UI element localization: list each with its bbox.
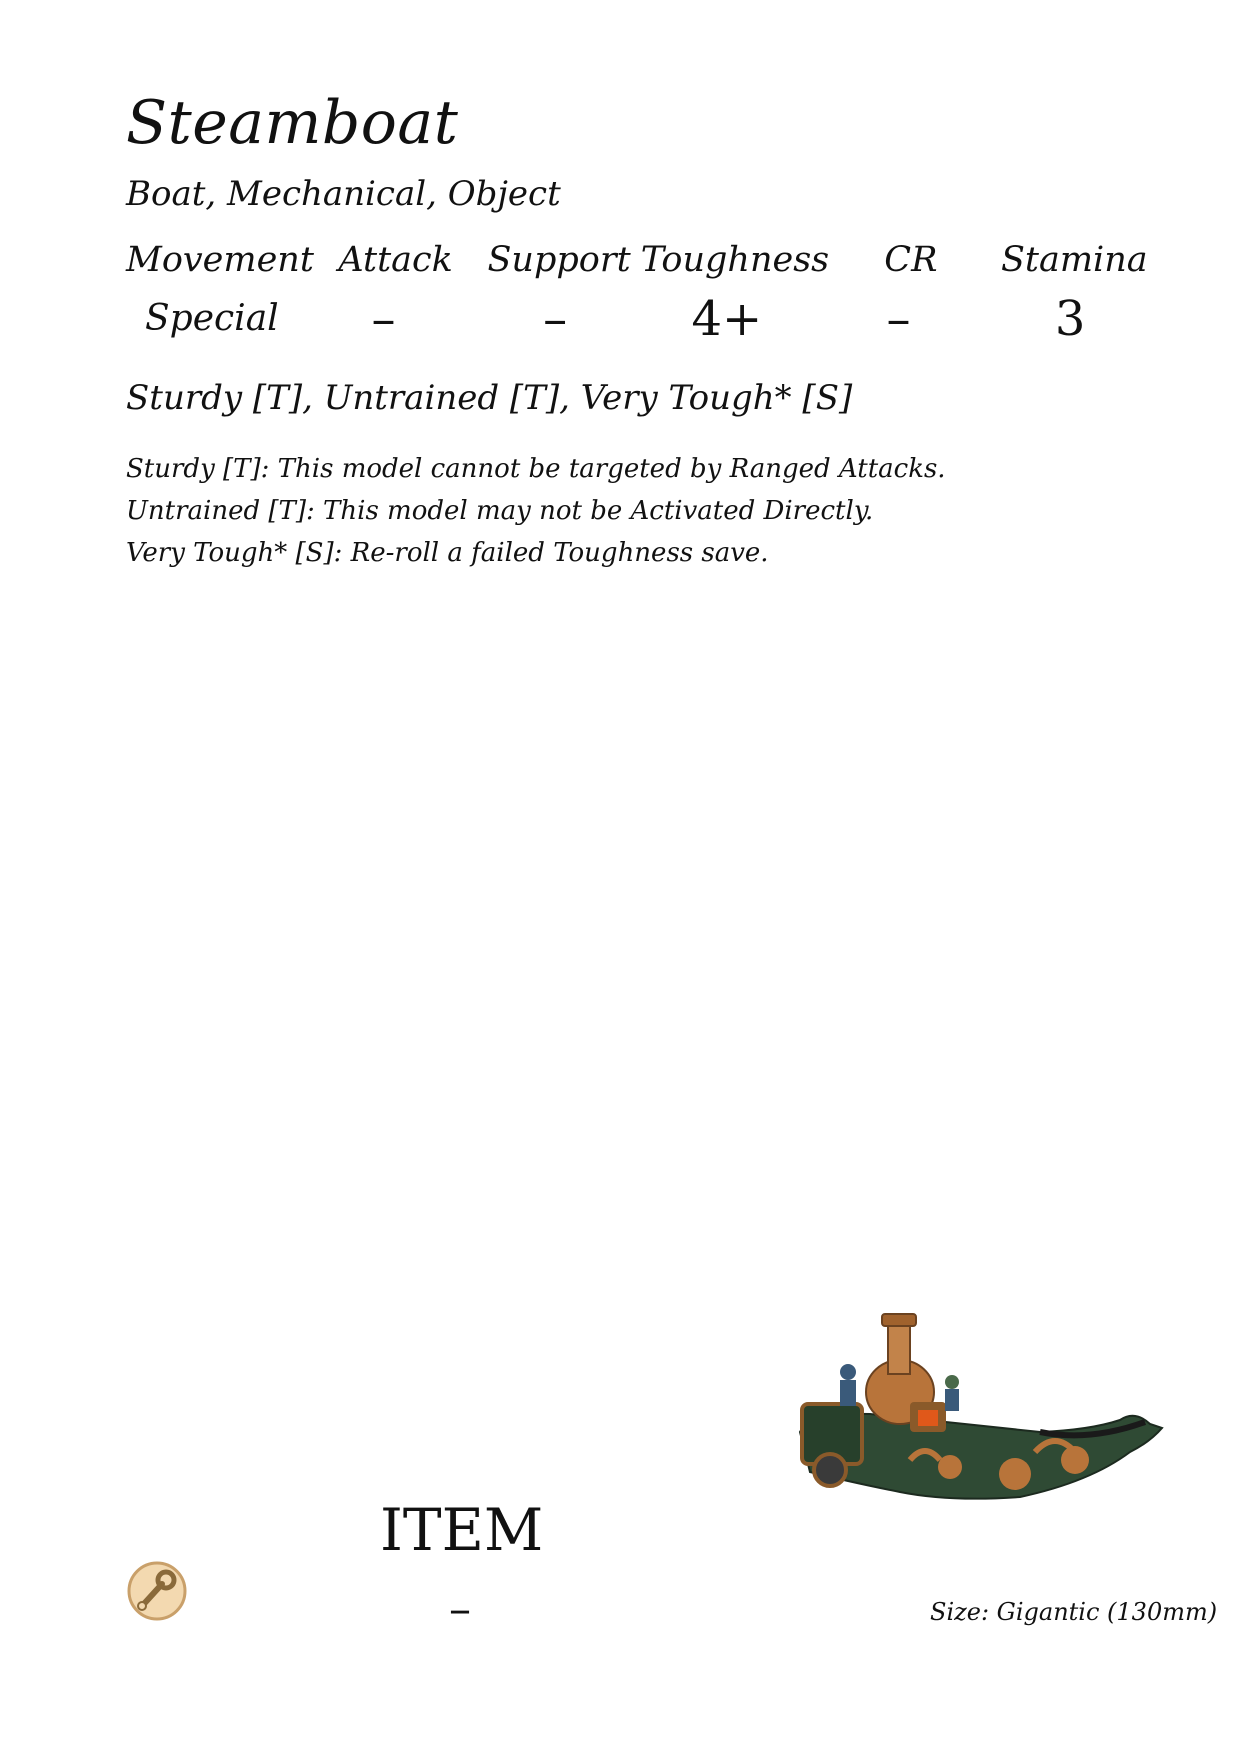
- stat-value-movement: Special: [145, 298, 279, 339]
- card-title: Steamboat: [126, 88, 459, 158]
- rule-sturdy: Sturdy [T]: This model cannot be targeted by Ranged Attacks.: [126, 454, 946, 484]
- stat-value-stamina: 3: [1054, 291, 1086, 347]
- wrench-icon: [126, 1560, 188, 1622]
- stat-header-movement: Movement: [126, 240, 314, 280]
- stat-value-attack: –: [371, 291, 396, 347]
- stat-value-toughness: 4+: [691, 291, 763, 347]
- stat-table: [126, 236, 1156, 354]
- item-label: ITEM: [380, 1496, 544, 1564]
- item-value: –: [449, 1584, 471, 1635]
- stat-header-attack: Attack: [338, 240, 453, 280]
- stat-value-row: [126, 284, 1156, 354]
- rule-untrained: Untrained [T]: This model may not be Activated Directly.: [126, 496, 874, 526]
- stat-value-cr: –: [886, 291, 911, 347]
- stat-header-cr: CR: [884, 240, 938, 280]
- card-keywords: Boat, Mechanical, Object: [126, 174, 561, 214]
- stat-header-toughness: Toughness: [640, 240, 830, 280]
- trait-list: Sturdy [T], Untrained [T], Very Tough* [S]: [126, 378, 853, 418]
- steamboat-miniature-image: [790, 1292, 1180, 1512]
- rule-very-tough: Very Tough* [S]: Re-roll a failed Toughness save.: [126, 538, 769, 568]
- rules-text: [126, 448, 946, 574]
- size-label: Size: Gigantic (130mm): [930, 1598, 1218, 1626]
- stat-header-stamina: Stamina: [1000, 240, 1148, 280]
- stat-value-support: –: [543, 291, 568, 347]
- stat-header-row: [126, 236, 1156, 284]
- stat-header-support: Support: [487, 240, 631, 280]
